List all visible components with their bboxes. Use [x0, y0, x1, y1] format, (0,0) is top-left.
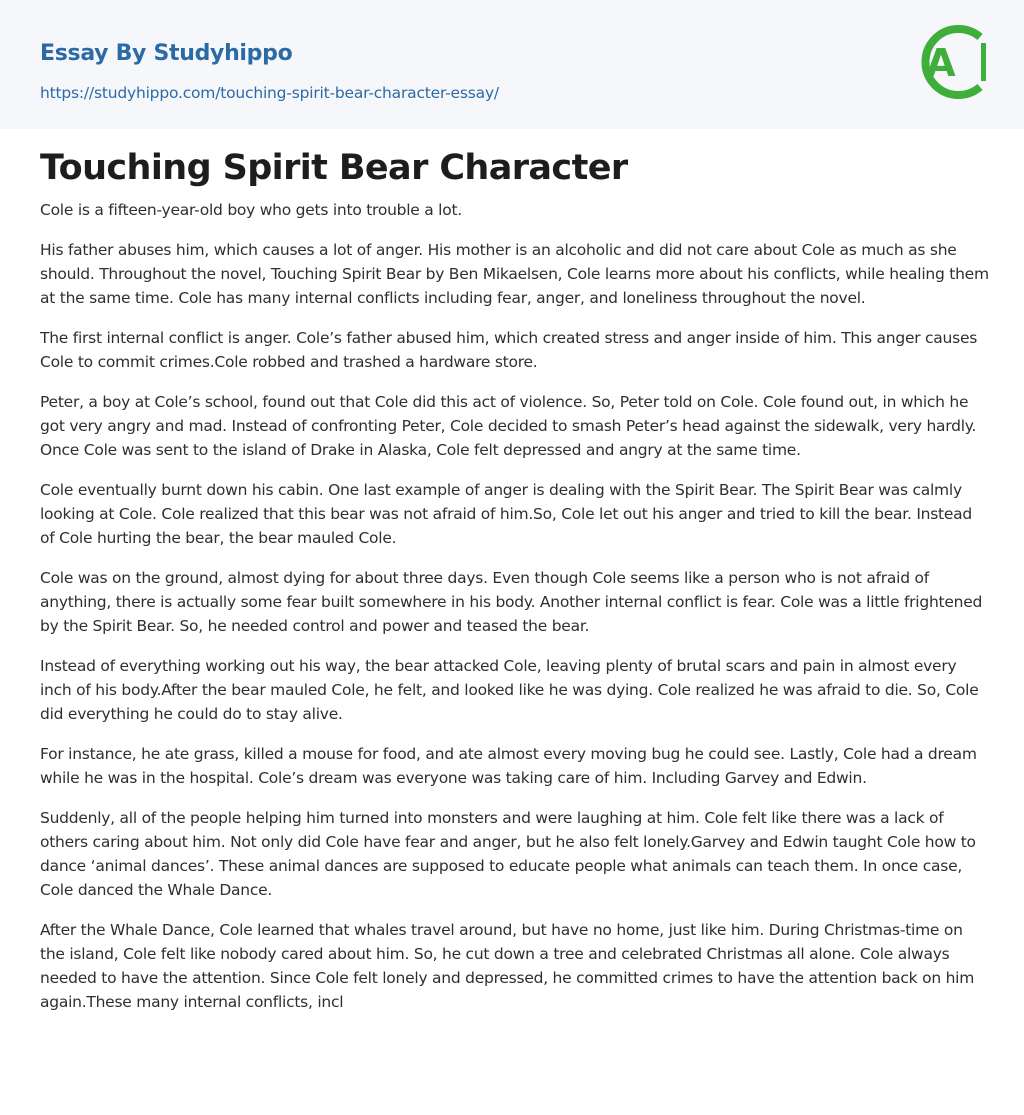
essay-paragraph: For instance, he ate grass, killed a mouse for food, and ate almost every moving bug he could see. Lastly, Cole had a dream while he was in the hospital. Cole’s dream was everyone was taking care of him. Including Garvey and Edwin. [40, 745, 977, 787]
essay-paragraph: The first internal conflict is anger. Cole’s father abused him, which created stress and anger inside of him. This anger causes Cole to commit crimes.Cole robbed and trashed a hardware store. [40, 329, 978, 371]
essay-paragraph: Cole eventually burnt down his cabin. One last example of anger is dealing with the Spirit Bear. The Spirit Bear was calmly looking at Cole. Cole realized that this bear was not afraid of him.So, Cole let out his anger and tried to kill the bear. Instead of Cole hurting the bear, the bear mauled Cole. [40, 481, 972, 547]
essay-paragraph: Cole was on the ground, almost dying for about three days. Even though Cole seems like a person who is not afraid of anything, there is actually some fear built somewhere in his body. Another internal conflict is fear. Cole was a little frightened by the Spirit Bear. So, he needed control and power and teased the bear. [40, 569, 983, 635]
studyhippo-logo-icon[interactable] [914, 19, 986, 105]
essay-paragraph: Suddenly, all of the people helping him turned into monsters and were laughing at him. Cole felt like there was a lack of others caring about him. Not only did Cole have fear and anger, but he also felt lonely.Garvey and Edwin taught Cole how to dance ‘animal dances’. These animal dances are supposed to educate people what animals can teach them. In once case, Cole danced the Whale Dance. [40, 809, 976, 899]
essay-paragraph: Cole is a fifteen-year-old boy who gets into trouble a lot. [40, 201, 462, 219]
essay-paragraph: His father abuses him, which causes a lot of anger. His mother is an alcoholic and did not care about Cole as much as she should. Throughout the novel, Touching Spirit Bear by Ben Mikaelsen, Cole learns more about his conflicts, while healing them at the same time. Cole has many internal conflicts including fear, anger, and loneliness throughout the novel. [40, 241, 989, 307]
essay-content [40, 145, 990, 1030]
essay-paragraph: Instead of everything working out his way, the bear attacked Cole, leaving plenty of brutal scars and pain in almost every inch of his body.After the bear mauled Cole, he felt, and looked like he was dying. Cole realized he was afraid to die. So, Cole did everything he could do to stay alive. [40, 657, 979, 723]
essay-title: Touching Spirit Bear Character [40, 148, 628, 188]
essay-url-link[interactable]: https://studyhippo.com/touching-spirit-bear-character-essay/ [40, 84, 499, 102]
site-header [0, 0, 1024, 129]
logo-letter: A [926, 41, 956, 85]
essay-paragraph: Peter, a boy at Cole’s school, found out that Cole did this act of violence. So, Peter told on Cole. Cole found out, in which he got very angry and mad. Instead of confronting Peter, Cole decided to smash Peter’s head against the sidewalk, very hardly. Once Cole was sent to the island of Drake in Alaska, Cole felt depressed and angry at the same time. [40, 393, 977, 459]
essay-paragraph: After the Whale Dance, Cole learned that whales travel around, but have no home, just like him. During Christmas-time on the island, Cole felt like nobody cared about him. So, he cut down a tree and celebrated Christmas all alone. Cole always needed to have the attention. Since Cole felt lonely and depressed, he committed crimes to have the attention back on him again.These many internal conflicts, incl [40, 921, 975, 1011]
site-brand[interactable]: Essay By Studyhippo [40, 41, 293, 66]
